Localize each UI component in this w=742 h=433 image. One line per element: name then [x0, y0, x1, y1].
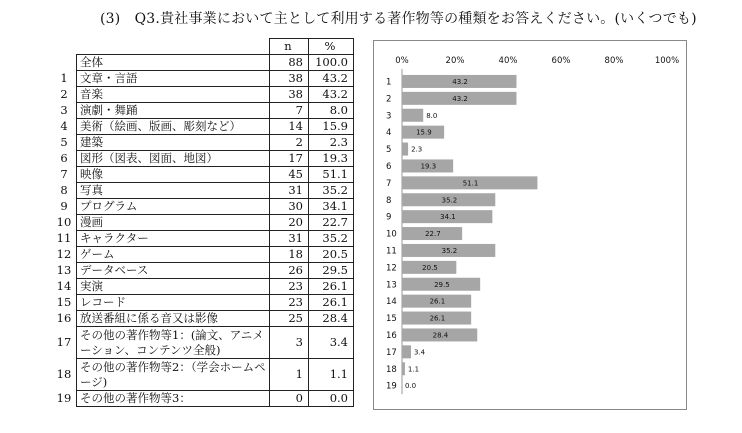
row-number: 4	[56, 119, 77, 135]
data-label: 20.5	[422, 263, 438, 272]
data-label: 15.9	[416, 128, 432, 137]
table-row	[56, 71, 354, 87]
category-label: 1	[386, 77, 392, 88]
row-pct: 51.1	[309, 167, 354, 183]
data-label: 2.3	[411, 145, 423, 154]
page-title: (3) Q3.貴社事業において主として利用する著作物等の種類をお答えください。(いくつでも)	[100, 11, 697, 27]
bar-chart	[373, 40, 687, 410]
bar-chart-svg	[374, 41, 686, 409]
table-row	[56, 295, 354, 311]
row-n: 23	[270, 279, 309, 295]
bar	[402, 109, 423, 122]
row-label: 建築	[77, 135, 270, 151]
row-n: 31	[270, 183, 309, 199]
row-n: 30	[270, 199, 309, 215]
category-label: 15	[386, 314, 397, 325]
row-label: 音楽	[77, 87, 270, 103]
row-number: 8	[56, 183, 77, 199]
row-label: 演劇・舞踊	[77, 103, 270, 119]
row-n: 18	[270, 247, 309, 263]
x-tick-label: 0%	[395, 56, 409, 66]
row-n: 20	[270, 215, 309, 231]
header-n: n	[270, 39, 309, 55]
category-label: 16	[386, 330, 397, 341]
table-row	[56, 167, 354, 183]
row-label: その他の著作物等1：(論文、アニメーション、コンテンツ全般)	[77, 327, 270, 359]
data-label: 1.1	[407, 365, 420, 374]
row-n: 38	[270, 87, 309, 103]
category-label: 18	[386, 364, 397, 375]
table-row	[56, 327, 354, 359]
category-label: 5	[386, 145, 392, 156]
row-label: 実演	[77, 279, 270, 295]
table-row	[56, 247, 354, 263]
total-label: 全体	[77, 55, 270, 71]
row-number: 5	[56, 135, 77, 151]
row-label: 写真	[77, 183, 270, 199]
row-number: 15	[56, 295, 77, 311]
row-label: 図形（図表、図面、地図）	[77, 151, 270, 167]
row-label: キャラクター	[77, 231, 270, 247]
row-pct: 0.0	[309, 391, 354, 407]
data-label: 43.2	[452, 77, 468, 86]
row-n: 23	[270, 295, 309, 311]
category-label: 3	[386, 111, 392, 122]
row-pct: 35.2	[309, 231, 354, 247]
row-label: ゲーム	[77, 247, 270, 263]
row-number: 19	[56, 391, 77, 407]
x-tick-label: 80%	[604, 56, 624, 66]
row-n: 38	[270, 71, 309, 87]
row-label: 美術（絵画、版画、彫刻など）	[77, 119, 270, 135]
table-row	[56, 311, 354, 327]
category-label: 9	[386, 212, 392, 223]
data-label: 43.2	[452, 94, 468, 103]
category-label: 7	[386, 178, 392, 189]
table-row	[56, 135, 354, 151]
row-label: レコード	[77, 295, 270, 311]
category-label: 6	[386, 161, 392, 172]
table-row	[56, 103, 354, 119]
data-label: 3.4	[414, 348, 426, 357]
category-label: 2	[386, 94, 392, 105]
x-tick-label: 40%	[498, 56, 518, 66]
category-label: 12	[386, 263, 397, 274]
total-n: 88	[270, 55, 309, 71]
row-label: データベース	[77, 263, 270, 279]
category-label: 4	[386, 128, 392, 139]
row-label: その他の著作物等3：	[77, 391, 270, 407]
row-n: 17	[270, 151, 309, 167]
table-row	[56, 87, 354, 103]
data-label: 0.0	[405, 382, 417, 391]
data-label: 19.3	[420, 162, 437, 171]
row-number: 11	[56, 231, 77, 247]
category-label: 8	[386, 195, 392, 206]
data-label: 29.5	[434, 280, 450, 289]
row-n: 1	[270, 359, 309, 391]
table-row	[56, 151, 354, 167]
results-table	[56, 38, 354, 407]
row-n: 25	[270, 311, 309, 327]
row-number: 2	[56, 87, 77, 103]
category-label: 13	[386, 280, 397, 291]
row-n: 7	[270, 103, 309, 119]
row-n: 14	[270, 119, 309, 135]
table-row	[56, 263, 354, 279]
row-pct: 28.4	[309, 311, 354, 327]
bar	[402, 345, 411, 358]
x-tick-label: 100%	[654, 56, 680, 66]
table-row	[56, 359, 354, 391]
row-label: プログラム	[77, 199, 270, 215]
table-row	[56, 215, 354, 231]
row-pct: 15.9	[309, 119, 354, 135]
category-label: 19	[386, 381, 397, 392]
header-pct: %	[309, 39, 354, 55]
table-header-row	[56, 39, 354, 55]
row-label: 文章・言語	[77, 71, 270, 87]
data-label: 35.2	[441, 246, 458, 255]
row-pct: 20.5	[309, 247, 354, 263]
total-pct: 100.0	[309, 55, 354, 71]
table-row	[56, 279, 354, 295]
row-n: 31	[270, 231, 309, 247]
row-number: 9	[56, 199, 77, 215]
data-label: 26.1	[429, 314, 446, 323]
row-label: 漫画	[77, 215, 270, 231]
row-number: 10	[56, 215, 77, 231]
row-pct: 34.1	[309, 199, 354, 215]
row-pct: 3.4	[309, 327, 354, 359]
data-label: 34.1	[440, 213, 456, 222]
table-total-row	[56, 55, 354, 71]
row-pct: 22.7	[309, 215, 354, 231]
bar	[402, 362, 405, 375]
category-label: 10	[386, 229, 397, 240]
table-row	[56, 119, 354, 135]
category-label: 14	[386, 297, 397, 308]
row-pct: 29.5	[309, 263, 354, 279]
row-n: 3	[270, 327, 309, 359]
table-row	[56, 231, 354, 247]
data-label: 51.1	[462, 179, 479, 188]
bar	[402, 143, 408, 156]
row-n: 45	[270, 167, 309, 183]
table-row	[56, 199, 354, 215]
row-n: 0	[270, 391, 309, 407]
row-number: 12	[56, 247, 77, 263]
category-label: 17	[386, 347, 397, 358]
table-row	[56, 391, 354, 407]
row-number: 3	[56, 103, 77, 119]
row-number: 7	[56, 167, 77, 183]
row-pct: 19.3	[309, 151, 354, 167]
row-pct: 8.0	[309, 103, 354, 119]
row-number: 1	[56, 71, 77, 87]
table-row	[56, 183, 354, 199]
row-pct: 2.3	[309, 135, 354, 151]
row-label: 映像	[77, 167, 270, 183]
row-pct: 43.2	[309, 71, 354, 87]
row-number: 16	[56, 311, 77, 327]
row-number: 18	[56, 359, 77, 391]
row-pct: 43.2	[309, 87, 354, 103]
row-pct: 26.1	[309, 279, 354, 295]
row-label: その他の著作物等2：（学会ホームページ)	[77, 359, 270, 391]
data-label: 26.1	[429, 297, 446, 306]
row-number: 14	[56, 279, 77, 295]
x-tick-label: 20%	[445, 56, 465, 66]
row-number: 6	[56, 151, 77, 167]
row-label: 放送番組に係る音又は影像	[77, 311, 270, 327]
x-tick-label: 60%	[551, 56, 571, 66]
row-number: 17	[56, 327, 77, 359]
category-label: 11	[386, 246, 397, 257]
data-label: 8.0	[426, 111, 438, 120]
row-pct: 26.1	[309, 295, 354, 311]
data-label: 22.7	[425, 230, 441, 239]
data-label: 28.4	[432, 331, 449, 340]
row-pct: 35.2	[309, 183, 354, 199]
row-number: 13	[56, 263, 77, 279]
data-label: 35.2	[441, 196, 458, 205]
row-n: 26	[270, 263, 309, 279]
row-n: 2	[270, 135, 309, 151]
row-pct: 1.1	[309, 359, 354, 391]
